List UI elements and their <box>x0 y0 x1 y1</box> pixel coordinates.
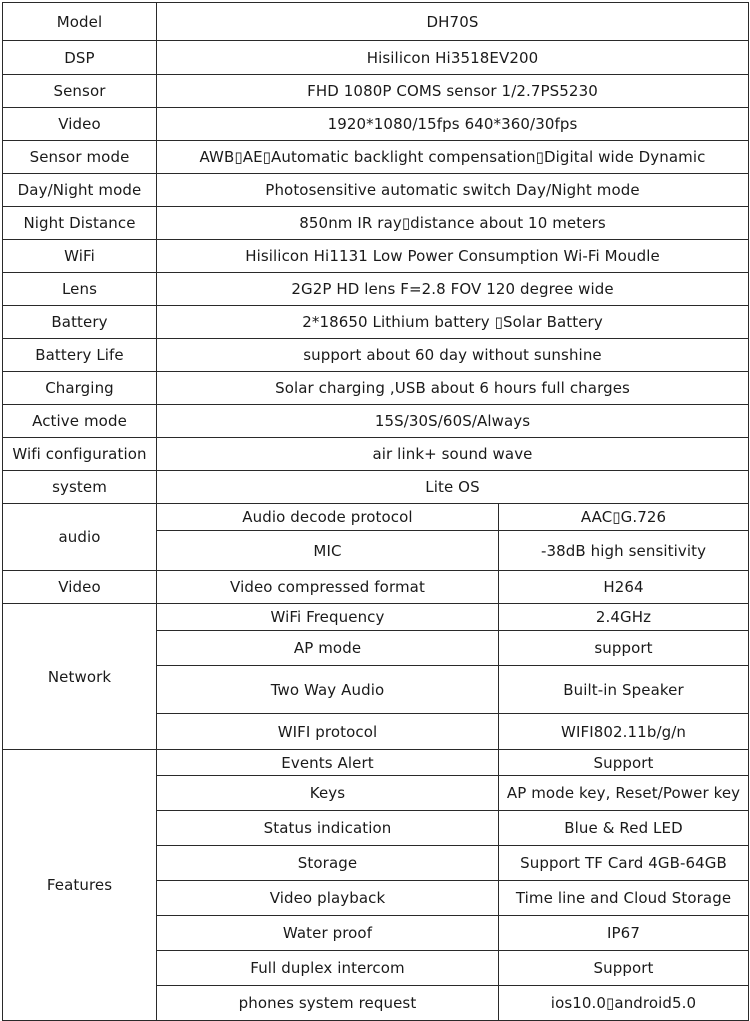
table-row <box>3 438 749 471</box>
row-value: support about 60 day without sunshine <box>157 339 749 372</box>
feature-value: AP mode key, Reset/Power key <box>499 776 749 811</box>
table-row <box>3 273 749 306</box>
table-row <box>3 141 749 174</box>
row-label: Night Distance <box>3 207 157 240</box>
feature-name: Two Way Audio <box>157 666 499 714</box>
feature-value: Blue & Red LED <box>499 811 749 846</box>
row-label: Battery <box>3 306 157 339</box>
feature-value: 2.4GHz <box>499 604 749 631</box>
row-value: AWB▯AE▯Automatic backlight compensation▯Digital wide Dynamic <box>157 141 749 174</box>
row-value: 15S/30S/60S/Always <box>157 405 749 438</box>
row-label: Model <box>3 3 157 41</box>
table-row <box>3 405 749 438</box>
row-label: Active mode <box>3 405 157 438</box>
row-value: 2*18650 Lithium battery ▯Solar Battery <box>157 306 749 339</box>
row-label: Video <box>3 108 157 141</box>
feature-value: IP67 <box>499 916 749 951</box>
feature-value: Support <box>499 750 749 776</box>
feature-value: H264 <box>499 571 749 604</box>
feature-name: WiFi Frequency <box>157 604 499 631</box>
feature-name: Full duplex intercom <box>157 951 499 986</box>
feature-name: Status indication <box>157 811 499 846</box>
table-row <box>3 504 749 531</box>
feature-name: Video playback <box>157 881 499 916</box>
table-row <box>3 372 749 405</box>
group-label-network: Network <box>3 604 157 750</box>
row-value: Photosensitive automatic switch Day/Night mode <box>157 174 749 207</box>
feature-name: phones system request <box>157 986 499 1021</box>
row-label: Wifi configuration <box>3 438 157 471</box>
table-row <box>3 75 749 108</box>
row-value: 850nm IR ray▯distance about 10 meters <box>157 207 749 240</box>
spec-sheet <box>2 2 748 1021</box>
spec-table <box>2 2 749 1021</box>
table-row <box>3 306 749 339</box>
row-value: 1920*1080/15fps 640*360/30fps <box>157 108 749 141</box>
feature-name: Keys <box>157 776 499 811</box>
group-label-audio: audio <box>3 504 157 571</box>
row-label: Sensor <box>3 75 157 108</box>
table-row <box>3 471 749 504</box>
feature-name: Water proof <box>157 916 499 951</box>
table-row <box>3 41 749 75</box>
feature-value: Time line and Cloud Storage <box>499 881 749 916</box>
feature-value: -38dB high sensitivity <box>499 531 749 571</box>
table-row <box>3 174 749 207</box>
row-label: WiFi <box>3 240 157 273</box>
table-row <box>3 108 749 141</box>
table-row <box>3 339 749 372</box>
row-value: FHD 1080P COMS sensor 1/2.7PS5230 <box>157 75 749 108</box>
table-row <box>3 750 749 776</box>
table-row <box>3 571 749 604</box>
feature-name: Storage <box>157 846 499 881</box>
table-row <box>3 3 749 41</box>
feature-name: Video compressed format <box>157 571 499 604</box>
feature-name: WIFI protocol <box>157 714 499 750</box>
row-label: Video <box>3 571 157 604</box>
feature-value: Support <box>499 951 749 986</box>
row-value: Hisilicon Hi3518EV200 <box>157 41 749 75</box>
feature-value: support <box>499 631 749 666</box>
row-label: Battery Life <box>3 339 157 372</box>
row-value: 2G2P HD lens F=2.8 FOV 120 degree wide <box>157 273 749 306</box>
row-value: DH70S <box>157 3 749 41</box>
row-label: system <box>3 471 157 504</box>
feature-value: Built-in Speaker <box>499 666 749 714</box>
feature-value: AAC▯G.726 <box>499 504 749 531</box>
table-row <box>3 207 749 240</box>
row-value: Hisilicon Hi1131 Low Power Consumption Wi-Fi Moudle <box>157 240 749 273</box>
row-value: Solar charging ,USB about 6 hours full charges <box>157 372 749 405</box>
row-label: Charging <box>3 372 157 405</box>
row-label: Day/Night mode <box>3 174 157 207</box>
row-value: air link+ sound wave <box>157 438 749 471</box>
feature-name: Events Alert <box>157 750 499 776</box>
row-label: Lens <box>3 273 157 306</box>
feature-name: MIC <box>157 531 499 571</box>
feature-name: Audio decode protocol <box>157 504 499 531</box>
feature-value: WIFI802.11b/g/n <box>499 714 749 750</box>
row-label: Sensor mode <box>3 141 157 174</box>
group-label-features: Features <box>3 750 157 1021</box>
feature-value: ios10.0▯android5.0 <box>499 986 749 1021</box>
row-label: DSP <box>3 41 157 75</box>
feature-value: Support TF Card 4GB-64GB <box>499 846 749 881</box>
row-value: Lite OS <box>157 471 749 504</box>
table-row <box>3 604 749 631</box>
table-row <box>3 240 749 273</box>
feature-name: AP mode <box>157 631 499 666</box>
